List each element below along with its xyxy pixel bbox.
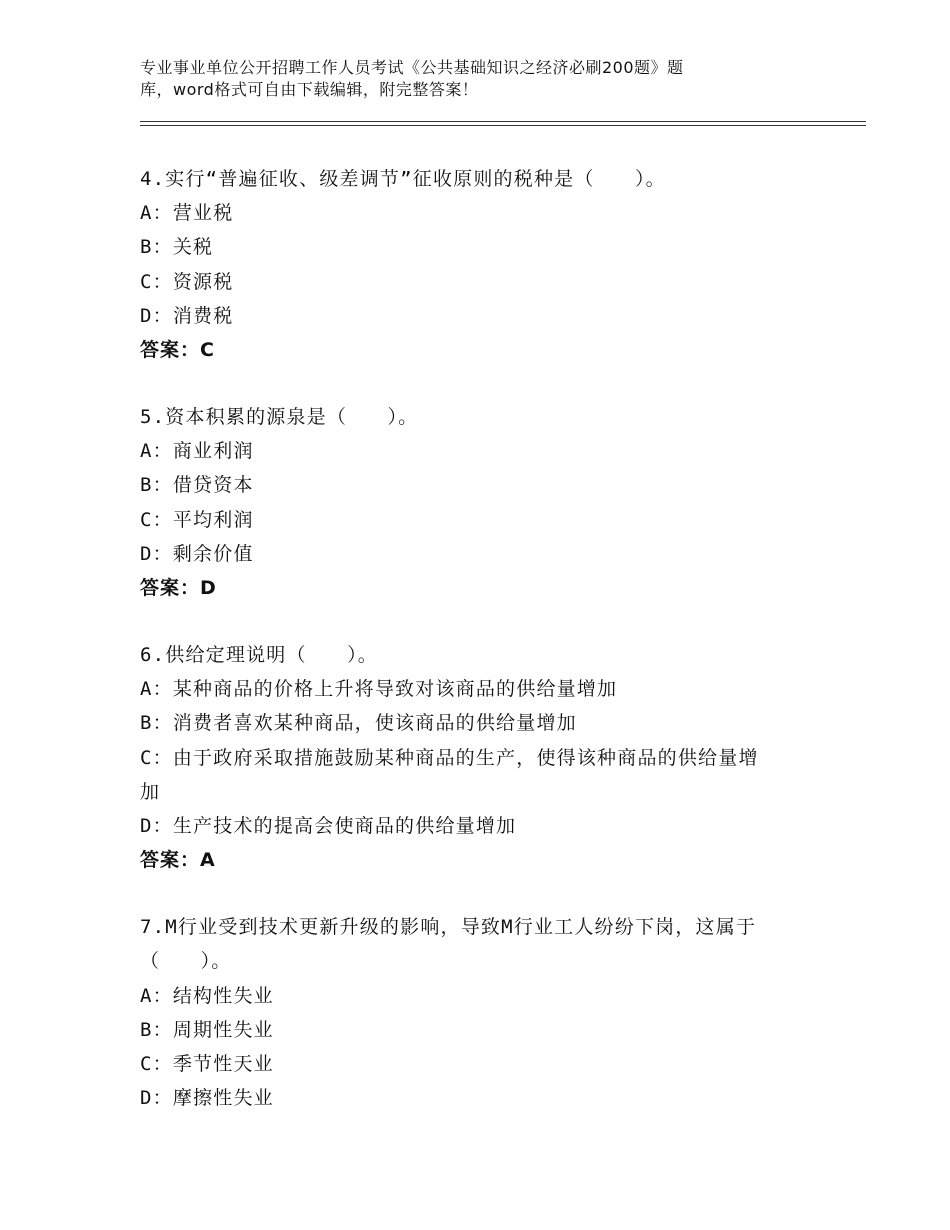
option-d: D：消费税	[140, 304, 234, 327]
header-divider	[140, 121, 866, 126]
question-4	[140, 162, 820, 367]
answer-line: 答案：D	[140, 577, 217, 600]
option-d: D：摩擦性失业	[140, 1087, 274, 1110]
option-a: A：营业税	[140, 202, 234, 225]
question-list	[140, 162, 820, 1148]
option-b: B：关税	[140, 236, 214, 259]
question-stem: 6.供给定理说明（ ）。	[140, 644, 378, 667]
option-b: B：消费者喜欢某种商品，使该商品的供给量增加	[140, 712, 577, 735]
document-header	[140, 57, 780, 101]
answer-line: 答案：C	[140, 339, 215, 362]
option-d: D：剩余价值	[140, 542, 254, 565]
header-line-2: 库，word格式可自由下载编辑，附完整答案！	[140, 80, 479, 99]
option-d: D：生产技术的提高会使商品的供给量增加	[140, 815, 517, 838]
option-c: C：由于政府采取措施鼓励某种商品的生产，使得该种商品的供给量增	[140, 746, 759, 769]
option-a: A：商业利润	[140, 440, 254, 463]
option-c: C：季节性天业	[140, 1053, 274, 1076]
option-a: A：结构性失业	[140, 984, 274, 1007]
option-c-continued: 加	[140, 780, 161, 803]
question-6	[140, 638, 820, 877]
question-stem: 7.M行业受到技术更新升级的影响，导致M行业工人纷纷下岗，这属于	[140, 916, 757, 939]
answer-line: 答案：A	[140, 849, 216, 872]
question-stem-continued: （ ）。	[140, 950, 232, 973]
header-line-1: 专业事业单位公开招聘工作人员考试《公共基础知识之经济必刷200题》题	[140, 58, 684, 77]
question-stem: 4.实行“普遍征收、级差调节”征收原则的税种是（ ）。	[140, 168, 666, 190]
option-a: A：某种商品的价格上升将导致对该商品的供给量增加	[140, 678, 618, 701]
question-5	[140, 400, 820, 605]
option-b: B：借贷资本	[140, 474, 254, 497]
option-b: B：周期性失业	[140, 1018, 274, 1041]
question-7	[140, 910, 820, 1115]
option-c: C：平均利润	[140, 508, 254, 531]
option-c: C：资源税	[140, 270, 234, 293]
question-stem: 5.资本积累的源泉是（ ）。	[140, 406, 419, 429]
